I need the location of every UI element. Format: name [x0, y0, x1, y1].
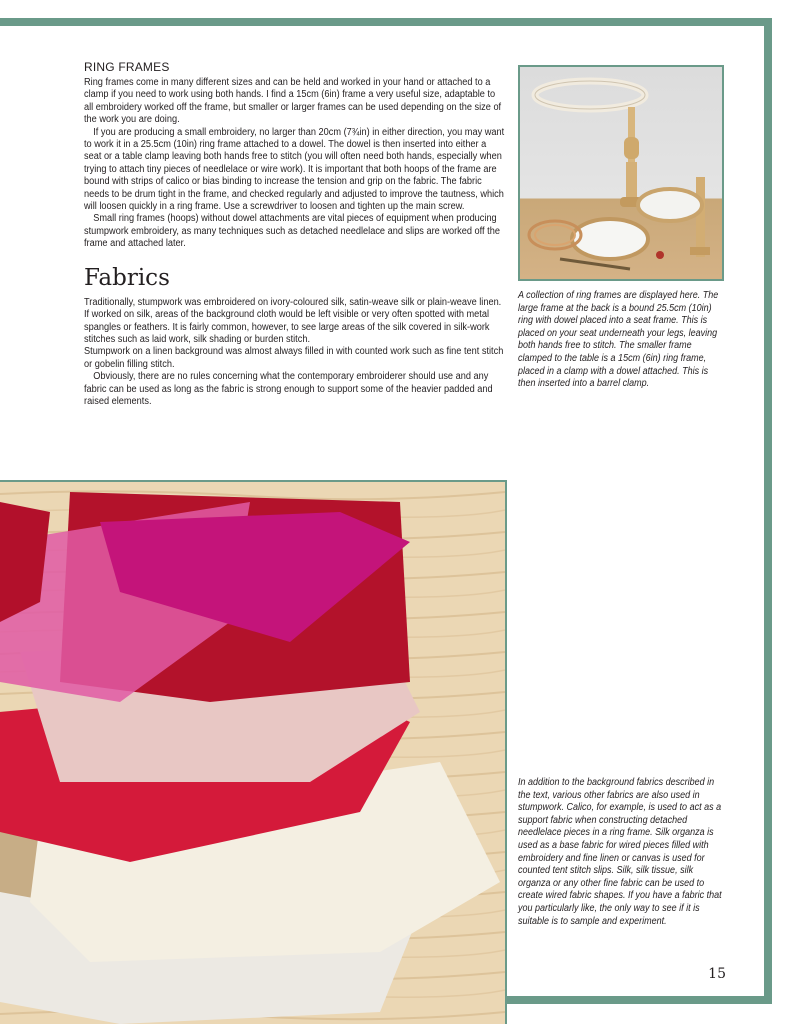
page-frame-right — [764, 18, 772, 1004]
ring-frames-paragraph-2: If you are producing a small embroidery, no larger than 20cm (7¾in) in either direction, you may want to work it in a 25.5cm (10in) ring frame attached to a dowel. The dowel is then inserted into either a seat or a table clamp leaving both hands free to stitch (you will often need both hands, especially when trying to attach tiny pieces of needlelace or wire work). It is important that both hoops of the frame are bound with strips of calico or bias binding to increase the tension and grip on the fabric. The fabric needs to be drum tight in the frame, and checked regularly and adjusted to improve the tautness, which will loosen quickly in a ring frame. Use a screwdriver to loosen and tighten up the main screw. — [84, 126, 505, 213]
page-frame-top — [0, 18, 772, 26]
fabric-swatches-photo — [0, 480, 507, 1024]
fabric-swatches-illustration — [0, 482, 505, 1024]
ring-frames-paragraph-1: Ring frames come in many different sizes and can be held and worked in your hand or attached to a clamp if you need to work using both hands. I find a 15cm (6in) frame a very useful size, adaptable to all embroidery worked off the frame, but smaller or larger frames can be used depending on the size of the work you are doing. — [84, 77, 502, 126]
ring-frames-heading: RING FRAMES — [84, 60, 170, 74]
ring-frames-illustration — [520, 67, 722, 279]
ring-frames-caption: A collection of ring frames are displayed here. The large frame at the back is a bound 25.5cm (10in) ring with dowel placed into a seat frame. This is placed on your seat underneath your legs, leaving both hands free to stitch. The smaller frame clamped to the table is a 15cm (6in) ring frame, placed in a clamp with a dowel attached. This is then inserted into a barrel clamp. — [518, 290, 719, 390]
fabrics-paragraph-2: Stumpwork on a linen background was almost always filled in with counted work such as fine tent stitch or gobelin filling stitch. — [84, 346, 504, 370]
ring-frames-paragraph-3: Small ring frames (hoops) without dowel attachments are vital pieces of equipment when producing stumpwork embroidery, as many techniques such as detached needlelace and slips are worked off the frame and attached later. — [84, 213, 500, 250]
fabrics-paragraph-1: Traditionally, stumpwork was embroidered on ivory-coloured silk, satin-weave silk or plain-weave linen. If worked on silk, areas of the background cloth would be left visible or very often spotted with metal spangles or feathers. It is fairly common, however, to see large areas of the silk covered in silk-work stitches such as laid work, silk shading or burden stitch. — [84, 296, 502, 345]
page-number: 15 — [708, 966, 726, 982]
fabrics-caption: In addition to the background fabrics described in the text, various other fabrics are also used in stumpwork. Calico, for example, is used to act as a support fabric when constructing detached needlelace pieces in a ring frame. Silk organza is used as a base fabric for wired pieces filled with embroidery and fine linen or canvas is used for counted tent stitch slips. Silk, silk tissue, silk organza or any other fine fabric can be used to create wired fabric shapes. If you have a fabric that you particularly like, the only way to see if it is suitable is to sample and experiment. — [518, 777, 722, 927]
page-frame-bottom — [500, 996, 772, 1004]
fabrics-heading: Fabrics — [84, 264, 170, 291]
ring-frames-photo — [518, 65, 724, 281]
main-column — [84, 60, 506, 408]
fabrics-paragraph-3: Obviously, there are no rules concerning what the contemporary embroiderer should use and any fabric can be used as long as the fabric is strong enough to support some of the heavier padded and raised elements. — [84, 371, 493, 407]
